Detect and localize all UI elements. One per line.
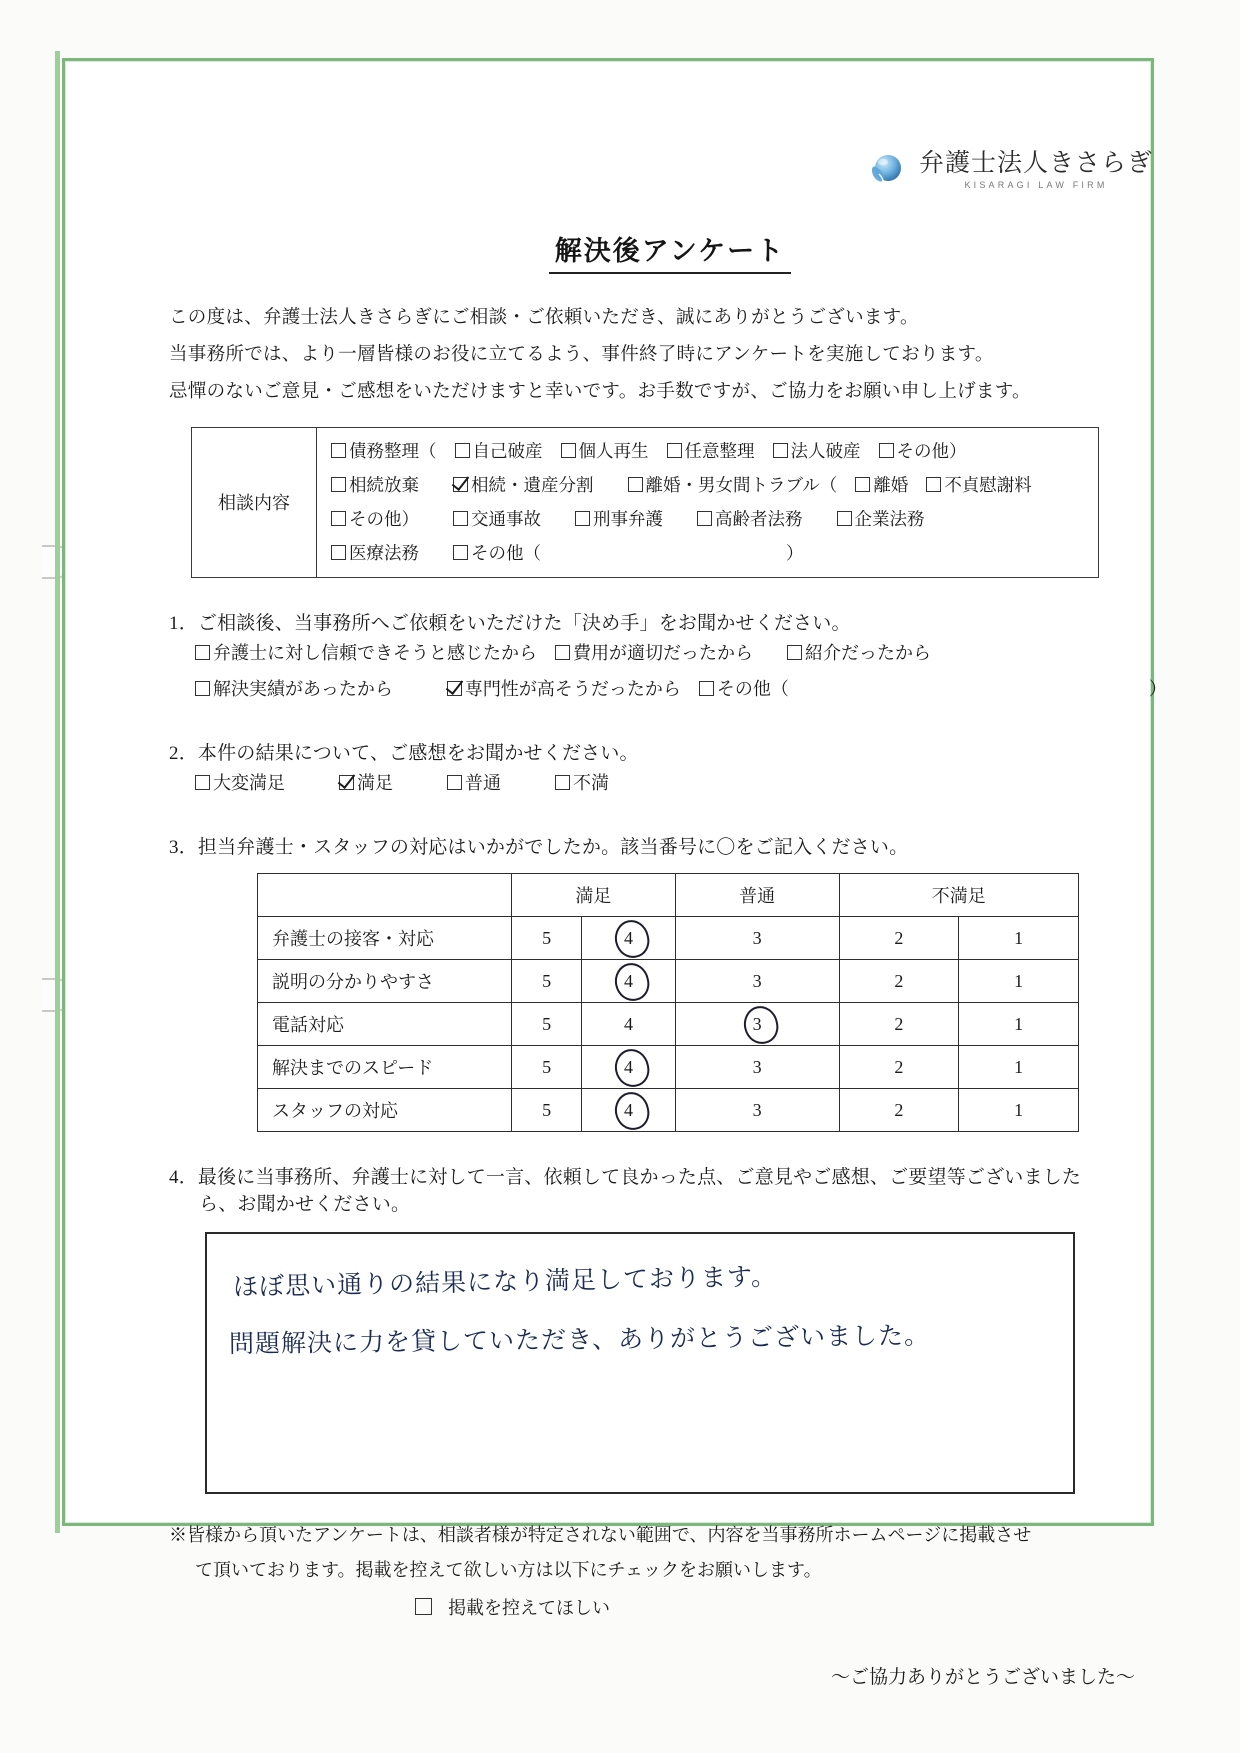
checkbox-label: 債務整理（ — [349, 441, 437, 461]
publication-note-line-2: て頂いております。掲載を控えて欲しい方は以下にチェックをお願いします。 — [195, 1560, 822, 1581]
checkbox-label: 自己破産 — [472, 441, 543, 461]
question-3 — [165, 832, 1175, 1132]
checkbox-unchecked[interactable] — [447, 775, 462, 790]
checkbox-label: 満足 — [357, 773, 393, 794]
checkbox-option[interactable] — [455, 441, 543, 461]
intro-line-1: この度は、弁護士法人きさらぎにご相談・ご依頼いただき、誠にありがとうございます。 — [169, 308, 919, 328]
page-title — [165, 213, 1175, 278]
table-row — [258, 1003, 1079, 1046]
rating-value: 5 — [542, 927, 552, 948]
checkbox-label: 弁護士に対し信頼できそうと感じたから — [213, 642, 537, 663]
rating-row-label: 説明の分かりやすさ — [258, 960, 512, 1003]
checkbox-option[interactable] — [331, 543, 419, 563]
rating-cell[interactable] — [839, 960, 959, 1003]
checkbox-unchecked[interactable] — [195, 775, 210, 790]
checkbox-unchecked[interactable] — [453, 545, 468, 560]
checkbox-checked[interactable] — [339, 775, 354, 790]
rating-value: 3 — [752, 970, 762, 991]
rating-value-selected: 4 — [623, 927, 633, 948]
checkbox-label: その他（ ） — [471, 543, 804, 564]
question-1-number: 1． — [169, 612, 198, 634]
question-3-text: 担当弁護士・スタッフの対応はいかがでしたか。該当番号に〇をご記入ください。 — [197, 837, 909, 859]
checkbox-option[interactable] — [453, 475, 594, 495]
checkbox-label: 普通 — [465, 773, 501, 794]
rating-value: 1 — [1014, 927, 1024, 948]
rating-cell[interactable] — [512, 917, 582, 960]
checkbox-option[interactable] — [575, 509, 663, 529]
checkbox-unchecked[interactable] — [331, 545, 346, 560]
rating-value: 2 — [894, 1056, 904, 1077]
rating-cell[interactable] — [582, 1046, 676, 1089]
rating-value: 2 — [894, 1099, 904, 1120]
checkbox-label: 交通事故 — [471, 509, 541, 530]
checkbox-unchecked[interactable] — [697, 511, 712, 526]
rating-value: 5 — [542, 1099, 552, 1120]
checkbox-label: 紹介だったから — [805, 642, 931, 663]
free-comment-box[interactable] — [205, 1232, 1075, 1494]
question-1-options-row-1 — [195, 635, 1175, 672]
consultation-options-cell — [317, 428, 1099, 578]
logo-jp-text: 弁護士法人きさらぎ — [918, 149, 1153, 177]
checkbox-option[interactable] — [453, 509, 541, 529]
handwritten-line-1: ほぼ思い通りの結果になり満足しております。 — [232, 1261, 778, 1302]
checkbox-unchecked[interactable] — [453, 511, 468, 526]
question-4-text-line-2: ら、お聞かせください。 — [199, 1194, 411, 1216]
rating-value: 5 — [542, 1056, 552, 1077]
checkbox-option[interactable] — [331, 475, 419, 495]
checkbox-label: 個人再生 — [578, 441, 649, 461]
checkbox-option[interactable] — [331, 441, 437, 461]
question-2-number: 2． — [169, 743, 198, 765]
consultation-row — [331, 434, 1098, 468]
checkbox-unchecked[interactable] — [667, 443, 682, 458]
consultation-row — [331, 468, 1098, 502]
rating-table-head — [258, 874, 1079, 917]
checkbox-unchecked[interactable] — [773, 443, 788, 458]
checkbox-unchecked[interactable] — [555, 645, 570, 660]
checkbox-label: 離婚・男女間トラブル（ — [645, 475, 838, 496]
question-1-options-row-2 — [195, 671, 1175, 708]
checkbox-unchecked[interactable] — [331, 443, 346, 458]
checkbox-label: 大変満足 — [213, 773, 285, 794]
rating-header-blank — [258, 874, 512, 917]
publication-note — [169, 1518, 1175, 1588]
checkbox-option[interactable] — [787, 643, 931, 663]
rating-cell[interactable] — [512, 1089, 582, 1132]
rating-value: 5 — [542, 1013, 552, 1034]
checkbox-label: 相続放棄 — [349, 475, 419, 496]
rating-cell[interactable] — [959, 1003, 1079, 1046]
checkbox-checked[interactable] — [453, 477, 468, 492]
checkbox-option[interactable] — [447, 773, 501, 793]
checkbox-unchecked[interactable] — [555, 775, 570, 790]
rating-value: 3 — [752, 927, 762, 948]
question-2-options-row — [195, 765, 1175, 802]
checkbox-option[interactable] — [195, 643, 537, 663]
rating-cell[interactable] — [675, 1003, 839, 1046]
checkbox-label: 相続・遺産分割 — [471, 475, 594, 496]
checkbox-label: 任意整理 — [684, 441, 755, 461]
checkbox-unchecked[interactable] — [628, 477, 643, 492]
checkbox-label: 不満 — [573, 773, 609, 794]
question-1-heading — [169, 608, 1175, 635]
rating-cell[interactable] — [582, 917, 676, 960]
table-row — [258, 960, 1079, 1003]
question-4 — [165, 1162, 1175, 1494]
question-2-text: 本件の結果について、ご感想をお聞かせください。 — [197, 743, 639, 765]
rating-value-selected: 3 — [752, 1013, 762, 1034]
question-1-text: ご相談後、当事務所へご依頼をいただけた「決め手」をお聞かせください。 — [197, 612, 851, 634]
checkbox-label: その他） — [349, 509, 419, 530]
checkbox-option[interactable] — [697, 509, 803, 529]
consultation-type-label: 相談内容 — [192, 428, 317, 578]
publication-note-line-1: ※皆様から頂いたアンケートは、相談者様が特定されない範囲で、内容を当事務所ホームページに掲載させ — [169, 1525, 1032, 1546]
rating-value: 4 — [623, 1013, 633, 1034]
rating-row-label: スタッフの対応 — [258, 1089, 512, 1132]
consultation-row — [331, 536, 1098, 570]
rating-value: 5 — [542, 970, 552, 991]
checkbox-unchecked[interactable] — [455, 443, 470, 458]
intro-paragraph — [169, 300, 1175, 411]
checkbox-option[interactable] — [195, 773, 285, 793]
question-2-heading — [169, 738, 1175, 765]
document-body — [165, 141, 1175, 1689]
rating-row-label: 解決までのスピード — [258, 1046, 512, 1089]
rating-cell[interactable] — [675, 1046, 839, 1089]
checkbox-option[interactable] — [195, 679, 393, 699]
checkbox-checked[interactable] — [447, 681, 462, 696]
checkbox-label: 企業法務 — [854, 509, 925, 530]
rating-header-satisfied: 満足 — [512, 874, 676, 917]
rating-cell[interactable] — [675, 917, 839, 960]
question-3-heading — [169, 832, 1175, 859]
question-4-text-line-1: 最後に当事務所、弁護士に対して一言、依頼して良かった点、ご意見やご感想、ご要望等ございました — [197, 1167, 1082, 1189]
consultation-row — [331, 502, 1098, 536]
rating-cell[interactable] — [959, 917, 1079, 960]
question-2 — [165, 738, 1175, 802]
rating-cell[interactable] — [675, 960, 839, 1003]
checkbox-option[interactable] — [447, 679, 681, 699]
checkbox-unchecked[interactable] — [837, 511, 852, 526]
rating-cell[interactable] — [839, 1003, 959, 1046]
checkbox-label: 医療法務 — [349, 543, 419, 564]
rating-value-selected: 4 — [623, 1056, 633, 1077]
checkbox-label: 高齢者法務 — [715, 509, 803, 530]
rating-cell[interactable] — [582, 1003, 676, 1046]
checkbox-label: 不貞慰謝料 — [944, 475, 1032, 496]
checkbox-option[interactable] — [331, 509, 419, 529]
checkbox-option[interactable] — [453, 543, 804, 563]
checkbox-option[interactable] — [855, 475, 908, 495]
checkbox-unchecked[interactable] — [855, 477, 870, 492]
rating-value: 2 — [894, 970, 904, 991]
rating-value-selected: 4 — [623, 970, 633, 991]
intro-line-3: 忌憚のないご意見・ご感想をいただけますと幸いです。お手数ですが、ご協力をお願い申し上げます。 — [169, 382, 1031, 402]
checkbox-unchecked[interactable] — [575, 511, 590, 526]
question-1 — [165, 608, 1175, 709]
checkbox-option[interactable] — [555, 643, 753, 663]
checkbox-label: 解決実績があったから — [213, 679, 393, 700]
rating-value: 3 — [752, 1099, 762, 1120]
rating-cell[interactable] — [675, 1089, 839, 1132]
rating-header-neutral: 普通 — [675, 874, 839, 917]
firm-logo — [165, 141, 1175, 199]
rating-value-selected: 4 — [623, 1099, 633, 1120]
document-frame — [62, 58, 1167, 1689]
checkbox-option[interactable] — [699, 679, 1167, 699]
checkbox-unchecked[interactable] — [926, 477, 941, 492]
rating-row-label: 弁護士の接客・対応 — [258, 917, 512, 960]
checkbox-option[interactable] — [926, 475, 1032, 495]
rating-cell[interactable] — [512, 960, 582, 1003]
checkbox-unchecked[interactable] — [195, 645, 210, 660]
rating-value: 1 — [1014, 1099, 1024, 1120]
rating-value: 1 — [1014, 1056, 1024, 1077]
checkbox-label: 離婚 — [873, 475, 909, 496]
question-3-number: 3． — [169, 837, 198, 859]
checkbox-unchecked[interactable] — [699, 681, 714, 696]
checkbox-unchecked[interactable] — [787, 645, 802, 660]
optout-checkbox-row[interactable] — [415, 1594, 1175, 1620]
checkbox-label: 専門性が高そうだったから — [464, 679, 681, 700]
checkbox-unchecked[interactable] — [879, 443, 894, 458]
checkbox-option[interactable] — [837, 509, 925, 529]
page-title-text: 解決後アンケート — [549, 229, 791, 274]
checkbox-unchecked[interactable] — [195, 681, 210, 696]
rating-row-label: 電話対応 — [258, 1003, 512, 1046]
optout-checkbox[interactable] — [415, 1598, 432, 1615]
rating-table-body — [258, 917, 1079, 1132]
handwritten-line-2: 問題解決に力を貸していただき、ありがとうございました。 — [228, 1320, 931, 1359]
checkbox-unchecked[interactable] — [561, 443, 576, 458]
rating-header-dissatisfied: 不満足 — [839, 874, 1078, 917]
rating-table-header-row — [258, 874, 1079, 917]
checkbox-label: 刑事弁護 — [593, 509, 663, 530]
consultation-type-table — [191, 427, 1099, 578]
closing-thanks: ～ご協力ありがとうございました～ — [830, 1667, 1135, 1689]
checkbox-unchecked[interactable] — [331, 511, 346, 526]
checkbox-unchecked[interactable] — [331, 477, 346, 492]
checkbox-option[interactable] — [628, 475, 838, 495]
checkbox-option[interactable] — [773, 441, 861, 461]
rating-cell[interactable] — [582, 1089, 676, 1132]
optout-label: 掲載を控えてほしい — [448, 1598, 610, 1619]
checkbox-label: その他（ ） — [716, 679, 1167, 700]
rating-cell[interactable] — [959, 1046, 1079, 1089]
rating-value: 3 — [752, 1056, 762, 1077]
rating-cell[interactable] — [959, 1089, 1079, 1132]
intro-line-2: 当事務所では、より一層皆様のお役に立てるよう、事件終了時にアンケートを実施しております。 — [169, 345, 994, 365]
rating-cell[interactable] — [959, 960, 1079, 1003]
rating-cell[interactable] — [512, 1046, 582, 1089]
table-row — [258, 917, 1079, 960]
checkbox-option[interactable] — [561, 441, 649, 461]
rating-value: 1 — [1014, 970, 1024, 991]
checkbox-label: 費用が適切だったから — [573, 642, 753, 663]
rating-value: 1 — [1014, 1013, 1024, 1034]
rating-value: 2 — [894, 927, 904, 948]
rating-cell[interactable] — [582, 960, 676, 1003]
table-row — [258, 1089, 1079, 1132]
rating-table — [257, 873, 1079, 1132]
rating-cell[interactable] — [839, 917, 959, 960]
table-row — [258, 1046, 1079, 1089]
checkbox-option[interactable] — [667, 441, 755, 461]
checkbox-option[interactable] — [339, 773, 393, 793]
rating-value: 2 — [894, 1013, 904, 1034]
question-4-number: 4． — [169, 1167, 198, 1189]
globe-leaf-icon — [867, 150, 907, 190]
checkbox-label: その他） — [896, 441, 967, 461]
rating-cell[interactable] — [512, 1003, 582, 1046]
logo-en-text: KISARAGI LAW FIRM — [964, 179, 1108, 190]
question-4-heading — [169, 1162, 1175, 1189]
checkbox-option[interactable] — [555, 773, 609, 793]
checkbox-option[interactable] — [879, 441, 967, 461]
checkbox-label: 法人破産 — [790, 441, 861, 461]
rating-cell[interactable] — [839, 1089, 959, 1132]
rating-cell[interactable] — [839, 1046, 959, 1089]
